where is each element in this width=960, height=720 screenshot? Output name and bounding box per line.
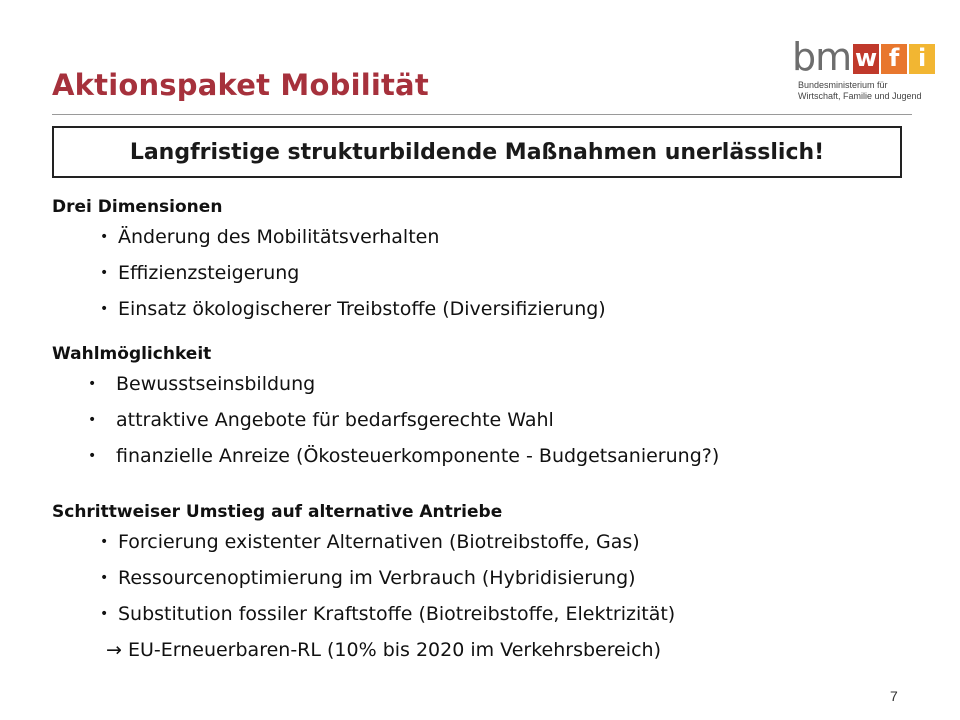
list-item	[52, 530, 912, 566]
list-item-text: Substitution fossiler Kraftstoffe (Biotreibstoffe, Elektrizität)	[118, 603, 676, 625]
bullet-icon: •	[100, 570, 109, 586]
list-item	[52, 602, 912, 638]
section-dimensions	[52, 195, 912, 342]
list-item-text: finanzielle Anreize (Ökosteuerkomponente - Budgetsanierung?)	[116, 445, 720, 467]
page-number: 7	[890, 688, 898, 704]
list-item	[52, 408, 912, 444]
list-item	[52, 372, 912, 408]
bullet-icon: •	[88, 448, 97, 464]
logo-prefix: bm	[792, 35, 852, 79]
arrow-right-icon: →	[106, 639, 122, 661]
section-choice	[52, 342, 912, 500]
slide-content	[52, 195, 912, 662]
section-transition	[52, 500, 912, 662]
conclusion-line	[52, 638, 912, 662]
logo-box-f: f	[881, 44, 907, 74]
bullet-icon: •	[100, 229, 109, 245]
list-item-text: Forcierung existenter Alternativen (Biotreibstoffe, Gas)	[118, 531, 640, 553]
bullet-icon: •	[100, 265, 109, 281]
section-heading: Wahlmöglichkeit	[52, 344, 212, 364]
section-heading: Schrittweiser Umstieg auf alternative Antriebe	[52, 502, 503, 522]
conclusion-text: EU-Erneuerbaren-RL (10% bis 2020 im Verkehrsbereich)	[127, 639, 661, 661]
list-item-text: Ressourcenoptimierung im Verbrauch (Hybridisierung)	[118, 567, 636, 589]
bullet-list	[52, 372, 912, 480]
logo-caption	[798, 80, 922, 101]
logo-box-w: w	[855, 44, 878, 72]
list-item-text: Änderung des Mobilitätsverhalten	[118, 226, 440, 248]
title-divider	[52, 114, 912, 115]
list-item	[52, 225, 912, 261]
bullet-icon: •	[88, 412, 97, 428]
list-item-text: Einsatz ökologischerer Treibstoffe (Diversifizierung)	[118, 298, 606, 320]
slide-title: Aktionspaket Mobilität	[52, 68, 429, 102]
bullet-icon: •	[88, 376, 97, 392]
list-item-text: attraktive Angebote für bedarfsgerechte Wahl	[116, 409, 554, 431]
key-message-banner: Langfristige strukturbildende Maßnahmen unerlässlich!	[52, 126, 902, 178]
section-heading: Drei Dimensionen	[52, 197, 223, 217]
logo-box-i: i	[909, 44, 935, 74]
bullet-icon: •	[100, 534, 109, 550]
list-item	[52, 261, 912, 297]
bullet-list	[52, 225, 912, 333]
logo-wordmark	[792, 35, 935, 79]
bullet-list	[52, 530, 912, 638]
list-item	[52, 444, 912, 480]
list-item-text: Effizienzsteigerung	[118, 262, 300, 284]
bullet-icon: •	[100, 301, 109, 317]
list-item-text: Bewusstseinsbildung	[116, 373, 316, 395]
list-item	[52, 566, 912, 602]
list-item	[52, 297, 912, 333]
logo-caption-line2: Wirtschaft, Familie und Jugend	[798, 90, 922, 101]
logo-caption-line1: Bundesministerium für	[798, 80, 888, 90]
bullet-icon: •	[100, 606, 109, 622]
ministry-logo	[792, 35, 927, 106]
